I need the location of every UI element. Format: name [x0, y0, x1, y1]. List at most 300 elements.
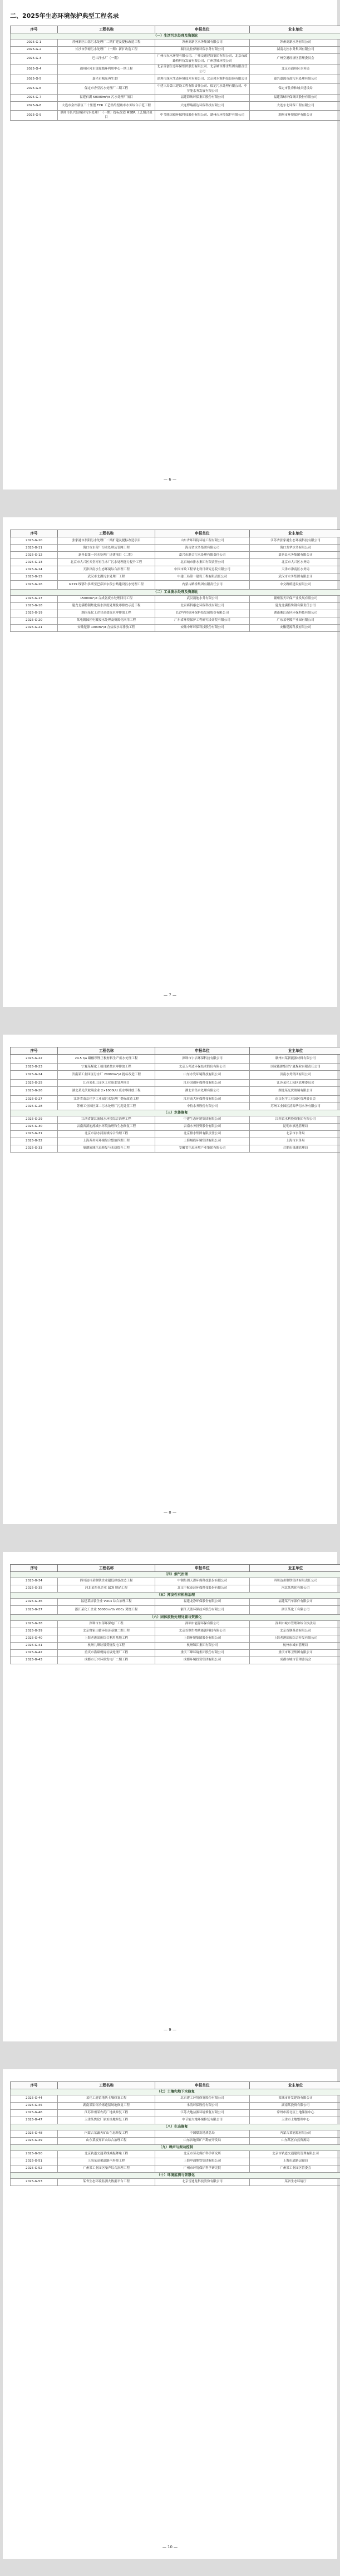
cell-serial-number: 2025-G-13: [11, 559, 58, 566]
cell-serial-number: 2025-G-11: [11, 545, 58, 552]
page-content: [10, 2081, 330, 2186]
cell-serial-number: 2025-G-38: [11, 1620, 58, 1628]
table-row: [11, 1096, 340, 1103]
section-heading: （八）生态修复: [11, 2124, 340, 2130]
column-header: 业主单位: [250, 1565, 340, 1572]
page-content: [10, 1047, 330, 1153]
column-header: 序号: [11, 1565, 58, 1572]
table-row: [11, 1138, 340, 1145]
cell-project-name: 某省生态环境监测大数据平台工程: [58, 2178, 155, 2186]
cell-applicant: 浙江天蓝环保技术股份有限公司: [155, 1605, 250, 1614]
cell-serial-number: 2025-G-51: [11, 2158, 58, 2165]
section-heading: （六）固体废物处理处置与资源化: [11, 1614, 340, 1620]
cell-serial-number: 2025-G-19: [11, 610, 58, 617]
cell-serial-number: 2025-G-1: [11, 39, 58, 46]
cell-owner: 江苏某化工园区管理委员会: [250, 1080, 340, 1087]
column-header: 工程名称: [58, 1565, 155, 1572]
cell-owner: 天津市津南区水务局: [250, 566, 340, 573]
page-number: — 9 —: [164, 2028, 176, 2032]
cell-applicant: 内蒙古路桥集团有限责任公司: [155, 581, 250, 590]
cell-project-name: 天津某焦化厂原址场地修复工程: [58, 2117, 155, 2124]
cell-owner: 福建某汽车部件有限公司: [250, 1598, 340, 1605]
cell-owner: 成都市城市管理委员会: [250, 1657, 340, 1664]
cell-applicant: 广州市环境保护科学研究院: [155, 2165, 250, 2172]
cell-project-name: 某化工遗留地块土壤修复工程: [58, 2095, 155, 2102]
cell-project-name: 河北某焦化企业 SCR 脱硝工程: [58, 1585, 155, 1592]
cell-owner: 南京化学工业园区管理委员会: [250, 1096, 340, 1103]
column-header: 工程名称: [58, 2082, 155, 2089]
cell-serial-number: 2025-G-32: [11, 1138, 58, 1145]
column-header: 申报单位: [155, 1565, 250, 1572]
cell-serial-number: 2025-G-26: [11, 1087, 58, 1096]
cell-project-name: 通州区河东资源循环利用中心一期工程: [58, 64, 155, 75]
cell-owner: 济南水务集团有限公司: [250, 1071, 340, 1080]
cell-owner: 嘉兴嘉源市政污水处理有限公司: [250, 75, 340, 83]
cell-serial-number: 2025-G-36: [11, 1598, 58, 1605]
table-row: [11, 2150, 340, 2158]
cell-applicant: 重庆三峰环境集团股份有限公司: [155, 1649, 250, 1657]
table-row: [11, 624, 340, 631]
table-header-row: [11, 2082, 340, 2089]
cell-applicant: 湖北君集水处理有限公司: [155, 1087, 250, 1096]
cell-project-name: 内蒙古某露天矿山生态修复工程: [58, 2130, 155, 2137]
cell-serial-number: 2025-G-16: [11, 581, 58, 590]
table-row: [11, 581, 340, 590]
cell-project-name: 深圳市东部环保电厂工程: [58, 1620, 155, 1628]
cell-serial-number: 2025-G-12: [11, 552, 58, 559]
projects-table: [10, 2081, 340, 2186]
cell-serial-number: 2025-G-30: [11, 1123, 58, 1130]
cell-serial-number: 2025-G-14: [11, 566, 58, 573]
cell-serial-number: 2025-G-40: [11, 1635, 58, 1642]
cell-applicant: 云南水务投资股份有限公司: [155, 1123, 250, 1130]
table-row: [11, 39, 340, 46]
column-header: 申报单位: [155, 2082, 250, 2089]
table-row: [11, 2178, 340, 2186]
cell-serial-number: 2025-G-46: [11, 2109, 58, 2117]
column-header: 序号: [11, 530, 58, 537]
cell-serial-number: 2025-G-15: [11, 573, 58, 581]
cell-project-name: 某电镀园区电镀废水处理及资源化回用工程: [58, 617, 155, 624]
cell-applicant: 中建三局第三建设工程有限责任公司、保定污水处理有限公司、中节能水务发展有限公司: [155, 83, 250, 94]
cell-owner: 广东某电镀产业园有限公司: [250, 617, 340, 624]
section-row: [11, 590, 340, 596]
table-row: [11, 2102, 340, 2109]
table-row: [11, 1130, 340, 1138]
cell-applicant: 安徽中环环保科技股份有限公司: [155, 624, 250, 631]
cell-owner: 合肥市巢湖管理局: [250, 1145, 340, 1152]
section-row: [11, 2144, 340, 2150]
cell-owner: 广州空港经济区管理委员会: [250, 53, 340, 64]
cell-applicant: 北京雪迪龙科技股份有限公司: [155, 2178, 250, 2186]
cell-serial-number: 2025-G-31: [11, 1130, 58, 1138]
cell-project-name: 北京鲁家山循环经济基地二期工程: [58, 1628, 155, 1635]
cell-project-name: 浙江某化工企业 50000m³/h VOCs 焚烧工程: [58, 1605, 155, 1614]
cell-project-name: 江苏常州某农药厂地块修复工程: [58, 2109, 155, 2117]
column-header: 序号: [11, 26, 58, 33]
page-content: [10, 11, 330, 121]
cell-project-name: 上海苏州河环境综合整治四期工程: [58, 1138, 155, 1145]
cell-applicant: 永清环保股份有限公司: [155, 2102, 250, 2109]
cell-applicant: 北京市劳动保护科学研究所: [155, 2150, 250, 2158]
section-row: [11, 1572, 340, 1578]
cell-owner: 某城市开发建设有限公司: [250, 2095, 340, 2102]
section-heading: （七）土壤和地下水修复: [11, 2089, 340, 2095]
projects-table: [10, 1564, 340, 1664]
table-row: [11, 1071, 340, 1080]
cell-applicant: 江苏国创环保科技有限公司: [155, 1080, 250, 1087]
cell-owner: 嘉善县水务集团有限公司: [250, 552, 340, 559]
cell-applicant: 中持水务股份有限公司: [155, 1103, 250, 1110]
cell-serial-number: 2025-G-52: [11, 2165, 58, 2172]
cell-serial-number: 2025-G-37: [11, 1605, 58, 1614]
cell-project-name: 济南某工业园区污水厂 20000m³/d 提标改造工程: [58, 1071, 155, 1080]
cell-serial-number: 2025-G-47: [11, 2117, 58, 2124]
table-row: [11, 1635, 340, 1642]
section-row: [11, 1614, 340, 1620]
table-row: [11, 2137, 340, 2144]
cell-project-name: 安徽楚源 1000m³/d 含盐废水零排放工程: [58, 624, 155, 631]
cell-project-name: 湖州市长兴县城区污水处理厂（一期）提标改造 MSBR 工艺组合项目: [58, 110, 155, 121]
cell-serial-number: 2025-G-10: [11, 537, 58, 545]
section-heading: （九）噪声与振动控制: [11, 2144, 340, 2150]
cell-serial-number: 2025-G-35: [11, 1585, 58, 1592]
table-row: [11, 552, 340, 559]
cell-owner: 天津市土地整理中心: [250, 2117, 340, 2124]
column-header: 工程名称: [58, 1047, 155, 1055]
document-page-3: [3, 1035, 337, 1524]
table-header-row: [11, 530, 340, 537]
table-row: [11, 610, 340, 617]
cell-serial-number: 2025-G-18: [11, 602, 58, 610]
table-row: [11, 75, 340, 83]
cell-project-name: 福建石湖 50000m³/d 污水处理厂项目: [58, 94, 155, 101]
table-row: [11, 53, 340, 64]
cell-project-name: 山东某废弃矿山综合治理工程: [58, 2137, 155, 2144]
cell-serial-number: 2025-G-20: [11, 617, 58, 624]
page-number: — 10 —: [162, 2545, 178, 2549]
cell-serial-number: 2025-G-43: [11, 1657, 58, 1664]
table-row: [11, 537, 340, 545]
projects-table: [10, 26, 340, 121]
cell-owner: 某省生态环境厅: [250, 2178, 340, 2186]
cell-owner: 海口龙华水务有限公司: [250, 545, 340, 552]
document-page-1: [3, 0, 337, 490]
page-content: [10, 530, 330, 632]
cell-applicant: 山东省环科院环境工程有限公司: [155, 537, 250, 545]
cell-serial-number: 2025-G-45: [11, 2102, 58, 2109]
cell-project-name: 上海某高架道路声屏障工程: [58, 2158, 155, 2165]
cell-project-name: 建龙北满特钢焦化废水深度处理及零排放示范工程: [58, 602, 155, 610]
cell-applicant: 上海城投环境集团有限公司: [155, 1138, 250, 1145]
column-header: 业主单位: [250, 26, 340, 33]
table-row: [11, 573, 340, 581]
table-row: [11, 2095, 340, 2102]
cell-serial-number: 2025-G-7: [11, 94, 58, 101]
cell-serial-number: 2025-G-3: [11, 53, 58, 64]
cell-project-name: 杭州九峰垃圾焚烧发电工程: [58, 1642, 155, 1649]
cell-applicant: 北京首钢生物质能源科技有限公司: [155, 1628, 250, 1635]
cell-owner: 北京首钢基金有限公司: [250, 1628, 340, 1635]
cell-applicant: 安徽省生态环境产业集团有限公司: [155, 1145, 250, 1152]
table-row: [11, 1064, 340, 1071]
cell-applicant: 深圳市宇洁环保科技有限公司: [155, 1055, 250, 1064]
cell-serial-number: 2025-G-5: [11, 75, 58, 83]
table-header-row: [11, 1047, 340, 1055]
table-row: [11, 1123, 340, 1130]
table-row: [11, 2165, 340, 2172]
cell-owner: 保定市住房和城乡建设局: [250, 83, 340, 94]
cell-applicant: 福建海峡环保集团股份有限公司: [155, 94, 250, 101]
cell-applicant: 北京城市排水集团有限责任公司: [155, 559, 250, 566]
document-page-4: [3, 1552, 337, 2041]
cell-owner: 山东某区自然资源局: [250, 2137, 340, 2144]
section-heading: （一）生活污水处理及资源化: [11, 33, 340, 39]
cell-project-name: 福建某涂装企业 VOCs 综合治理工程: [58, 1598, 155, 1605]
cell-project-name: 保定市香堂污水处理厂二期工程: [58, 83, 155, 94]
table-row: [11, 1087, 340, 1096]
cell-applicant: 深圳市能源环保有限公司: [155, 1620, 250, 1628]
cell-project-name: 巴山净水厂（一期）: [58, 53, 155, 64]
cell-owner: 湖北某光伏玻璃有限公司: [250, 1087, 340, 1096]
cell-project-name: 张家港市晨阳污水处理厂二期扩建及提标改造项目: [58, 537, 155, 545]
cell-serial-number: 2025-G-24: [11, 1071, 58, 1080]
cell-owner: 重庆市环卫集团有限公司: [250, 1649, 340, 1657]
cell-applicant: 大连博瑞新达环保科技有限公司: [155, 101, 250, 110]
column-header: 业主单位: [250, 530, 340, 537]
cell-project-name: 广州某工业园区噪声综合治理工程: [58, 2165, 155, 2172]
cell-applicant: 北京中航泰达环保科技股份有限公司: [155, 1585, 250, 1592]
cell-applicant: 北京万邦达环保技术股份有限公司: [155, 1064, 250, 1071]
cell-serial-number: 2025-G-41: [11, 1642, 58, 1649]
cell-project-name: 巢湖流域生态修复与水质提升工程: [58, 1145, 155, 1152]
cell-project-name: 重庆市洛碛餐厨垃圾处理厂工程: [58, 1649, 155, 1657]
table-row: [11, 595, 340, 602]
cell-serial-number: 2025-G-21: [11, 624, 58, 631]
cell-applicant: 杭州锦江集团有限公司: [155, 1642, 250, 1649]
cell-project-name: 苏州新区白荡污水处理厂二期扩建及提标改造工程: [58, 39, 155, 46]
cell-applicant: 中建三局第一建设工程有限责任公司: [155, 573, 250, 581]
cell-project-name: 嘉兴市城东再生水厂: [58, 75, 155, 83]
cell-applicant: 中国煤炭地质总局: [155, 2130, 250, 2137]
table-row: [11, 602, 340, 610]
cell-owner: 武汉市水务集团有限公司: [250, 573, 340, 581]
cell-applicant: 成都环境投资集团有限公司: [155, 1657, 250, 1664]
cell-owner: 湖州市环境保护有限公司: [250, 110, 340, 121]
cell-project-name: G219 线鄂尔多斯至巴彦淖尔段公路建设污水处理工程: [58, 581, 155, 590]
cell-project-name: 24.5 t/a 磷酸铁锂正极材料生产废水处理工程: [58, 1055, 155, 1064]
table-row: [11, 1578, 340, 1585]
table-row: [11, 1598, 340, 1605]
cell-serial-number: 2025-G-8: [11, 101, 58, 110]
section-heading: （三）水体修复: [11, 1110, 340, 1116]
cell-applicant: 深圳市深水生态环境技术有限公司、北京碧水源科技股份有限公司: [155, 75, 250, 83]
cell-applicant: 北京首创生态环保集团股份有限公司、北京城市排水集团有限责任公司: [155, 64, 250, 75]
cell-owner: 上海市水务局: [250, 1138, 340, 1145]
cell-owner: 湖南湘江新区环保科技有限公司: [250, 610, 340, 617]
table-row: [11, 83, 340, 94]
table-row: [11, 559, 340, 566]
cell-owner: 国家能源集团宁夏煤业有限责任公司: [250, 1064, 340, 1071]
cell-owner: 广州某工业园区管委会: [250, 2165, 340, 2172]
table-row: [11, 1649, 340, 1657]
cell-project-name: 武汉市北湖污水处理厂工程: [58, 573, 155, 581]
cell-applicant: 中国市政工程华北设计研究总院有限公司: [155, 566, 250, 573]
table-header-row: [11, 1565, 340, 1572]
cell-owner: 建龙北满特殊钢有限责任公司: [250, 602, 340, 610]
cell-serial-number: 2025-G-6: [11, 83, 58, 94]
column-header: 申报单位: [155, 530, 250, 537]
table-row: [11, 617, 340, 624]
table-row: [11, 110, 340, 121]
cell-owner: 北京市轨道交通建设管理有限公司: [250, 2150, 340, 2158]
cell-owner: 赣州蓝天环保产业发展有限公司: [250, 595, 340, 602]
cell-owner: 上海老港固废综合开发有限公司: [250, 1635, 340, 1642]
cell-serial-number: 2025-G-53: [11, 2178, 58, 2186]
cell-applicant: 广州市东水环境有限公司、广州交通建设集团有限公司、北京市政路桥科技发展有限公司、广州慧城环境公司: [155, 53, 250, 64]
table-row: [11, 94, 340, 101]
cell-owner: 安徽楚源科技有限公司: [250, 624, 340, 631]
cell-owner: 北京市大兴区水务局: [250, 559, 340, 566]
cell-applicant: 福建龙净环保股份有限公司: [155, 1598, 250, 1605]
table-row: [11, 1620, 340, 1628]
section-row: [11, 33, 340, 39]
cell-serial-number: 2025-G-48: [11, 2130, 58, 2137]
cell-project-name: 大连市金州新区三十里堡 FCR 工艺集约型城市水务综合示范工程: [58, 101, 155, 110]
cell-serial-number: 2025-G-4: [11, 64, 58, 75]
cell-serial-number: 2025-G-27: [11, 1096, 58, 1103]
cell-owner: 苏州工业园区清源华衍水务有限公司: [250, 1103, 340, 1110]
projects-table: [10, 1047, 340, 1153]
cell-serial-number: 2025-G-50: [11, 2150, 58, 2158]
cell-project-name: 天津津南水生态环境综合治理工程: [58, 566, 155, 573]
cell-owner: 北京市水务局: [250, 1130, 340, 1138]
cell-serial-number: 2025-G-33: [11, 1145, 58, 1152]
column-header: 申报单位: [155, 26, 250, 33]
cell-applicant: 中节能大地环境修复有限公司: [155, 2117, 250, 2124]
section-row: [11, 1592, 340, 1598]
page-number: — 8 —: [164, 1510, 176, 1515]
cell-applicant: 北京排水集团有限责任公司: [155, 1130, 250, 1138]
cell-serial-number: 2025-G-28: [11, 1103, 58, 1110]
cell-project-name: 北京市凉水河流域综合治理工程: [58, 1130, 155, 1138]
document-title: 二、2025年生态环境保护典型工程名录: [10, 12, 119, 19]
cell-serial-number: 2025-G-17: [11, 595, 58, 602]
cell-owner: 昆明市滇池管理局: [250, 1123, 340, 1130]
table-row: [11, 46, 340, 53]
cell-applicant: 江苏大地益源环境修复有限公司: [155, 2109, 250, 2117]
cell-owner: 湖南某投资有限公司: [250, 2102, 340, 2109]
cell-owner: 福建海峡环保集团股份有限公司: [250, 94, 340, 101]
table-row: [11, 1605, 340, 1614]
section-row: [11, 2124, 340, 2130]
column-header: 业主单位: [250, 2082, 340, 2089]
cell-project-name: 15000m³/d 合成氨废水处理回用工程: [58, 595, 155, 602]
cell-owner: 浙江某化工有限公司: [250, 1605, 340, 1614]
cell-applicant: 武汉凯迪水务有限公司: [155, 595, 250, 602]
column-header: 申报单位: [155, 1047, 250, 1055]
cell-applicant: 广东省环境保护工程研究设计院有限公司: [155, 617, 250, 624]
projects-table: [10, 530, 340, 632]
cell-serial-number: 2025-G-34: [11, 1578, 58, 1585]
cell-serial-number: 2025-G-25: [11, 1080, 58, 1087]
table-row: [11, 1080, 340, 1087]
table-row: [11, 1103, 340, 1110]
cell-owner: 河北某焦化有限公司: [250, 1585, 340, 1592]
cell-project-name: 云南省滇池流域水环境治理和生态修复工程: [58, 1123, 155, 1130]
section-row: [11, 2172, 340, 2178]
cell-project-name: 四川达州某钢铁企业超低排放改造工程: [58, 1578, 155, 1585]
document-page-5: [3, 2069, 337, 2559]
cell-owner: 上海市道路运输局: [250, 2158, 340, 2165]
cell-owner: 中交路桥建设有限公司: [250, 581, 340, 590]
section-row: [11, 2089, 340, 2095]
table-row: [11, 1628, 340, 1635]
section-heading: （四）烟气治理: [11, 1572, 340, 1578]
cell-project-name: 北京市大兴区天堂河再生水厂污水处理能力提升工程: [58, 559, 155, 566]
cell-serial-number: 2025-G-22: [11, 1055, 58, 1064]
cell-applicant: 海南省水务集团有限公司: [155, 545, 250, 552]
cell-project-name: 湖南某化工企业高盐废水零排放工程: [58, 610, 155, 617]
page-number: — 7 —: [164, 993, 176, 997]
cell-owner: 常州市新北区土地储备中心: [250, 2109, 340, 2117]
section-heading: （五）挥发性有机物治理: [11, 1592, 340, 1598]
cell-applicant: 北京建工环境修复股份有限公司: [155, 2095, 250, 2102]
cell-applicant: 山东水发环境科技有限公司: [155, 1071, 250, 1080]
cell-serial-number: 2025-G-49: [11, 2137, 58, 2144]
document-page-2: [3, 517, 337, 1007]
cell-project-name: 海口市东营厂污水处理及管网工程: [58, 545, 155, 552]
column-header: 工程名称: [58, 26, 155, 33]
cell-project-name: 江苏省南京化学工业园污水处理厂提标改造工程: [58, 1096, 155, 1103]
cell-owner: 湖南北控水务集团有限公司: [250, 46, 340, 53]
section-heading: （十）环境监测与智慧化: [11, 2172, 340, 2178]
cell-applicant: 中钢集团天澄环保科技股份有限公司: [155, 1578, 250, 1585]
table-row: [11, 1585, 340, 1592]
table-row: [11, 1145, 340, 1152]
table-row: [11, 64, 340, 75]
cell-applicant: 苏州高新区水务集团有限公司: [155, 39, 250, 46]
cell-project-name: 湖南某铅锌冶炼遗留场地修复工程: [58, 2102, 155, 2109]
cell-owner: 江苏省张家港生态环境科技有限公司: [250, 537, 340, 545]
cell-serial-number: 2025-G-39: [11, 1628, 58, 1635]
section-row: [11, 1110, 340, 1116]
cell-applicant: 上海环境集团股份有限公司: [155, 1635, 250, 1642]
table-row: [11, 566, 340, 573]
cell-applicant: 江苏南大环保科技有限公司: [155, 1096, 250, 1103]
table-row: [11, 545, 340, 552]
cell-owner: 大连东北环保工程有限公司: [250, 101, 340, 110]
cell-serial-number: 2025-G-9: [11, 110, 58, 121]
table-row: [11, 2117, 340, 2124]
cell-owner: 深圳市城市管理和综合执法局: [250, 1620, 340, 1628]
cell-owner: 江西省水利投资集团有限公司: [250, 1116, 340, 1123]
cell-owner: 四川达州钢铁集团有限责任公司: [250, 1578, 340, 1585]
column-header: 工程名称: [58, 530, 155, 537]
cell-owner: 苏州高新水务有限公司: [250, 39, 340, 46]
cell-project-name: 江西省赣江流域水环境综合治理工程: [58, 1116, 155, 1123]
cell-project-name: 宁夏某煤化工项目浓盐水零排放工程: [58, 1064, 155, 1071]
cell-applicant: 北京赛科康仑环保科技有限公司: [155, 602, 250, 610]
table-row: [11, 2109, 340, 2117]
column-header: 序号: [11, 1047, 58, 1055]
page-number: — 6 —: [164, 477, 176, 482]
table-row: [11, 1055, 340, 1064]
cell-project-name: 成都市万兴环保发电厂二期工程: [58, 1657, 155, 1664]
table-row: [11, 2130, 340, 2137]
cell-project-name: 湖北某光伏玻璃企业 2×1000t/d 废水零排放工程: [58, 1087, 155, 1096]
cell-project-name: 苏州工业园区第二污水处理厂污泥处置工程: [58, 1103, 155, 1110]
